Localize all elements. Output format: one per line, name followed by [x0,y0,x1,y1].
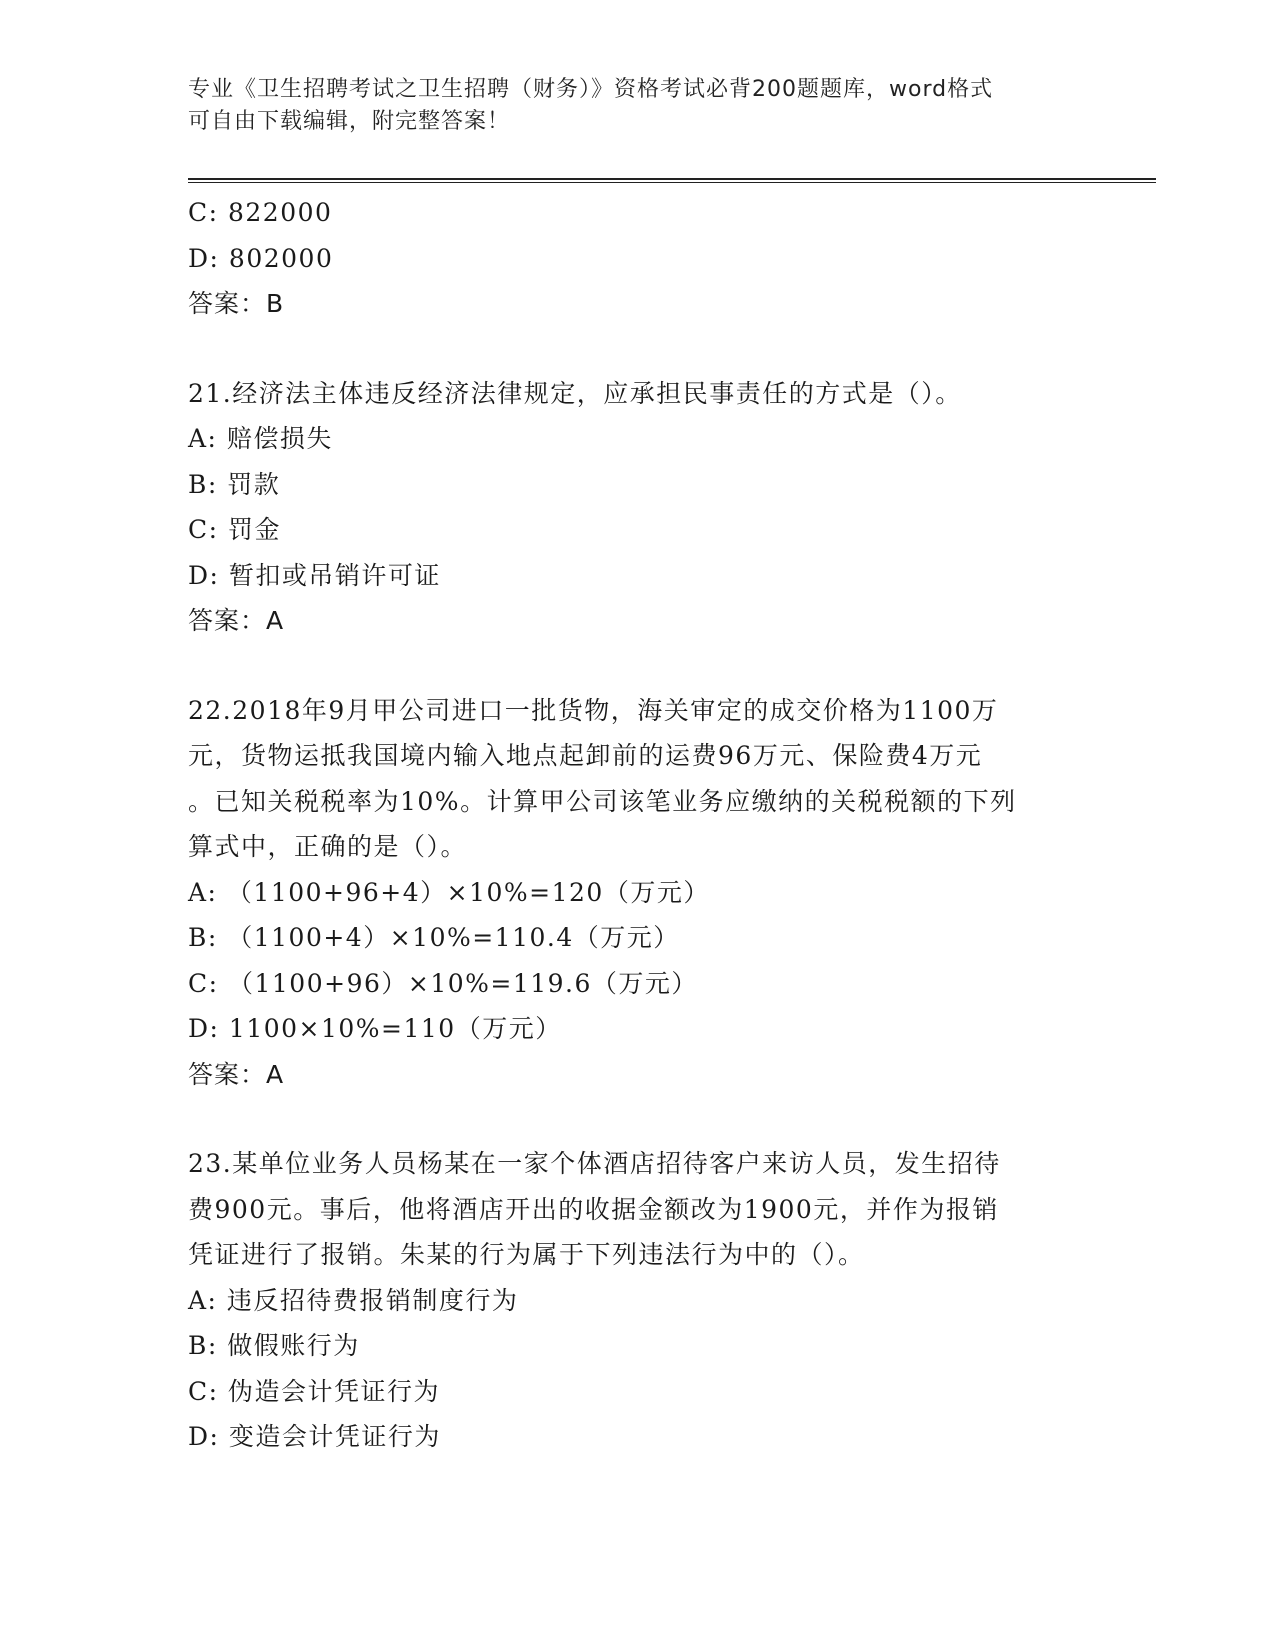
question-21 [188,371,1088,644]
option-d: D: 暂扣或吊销许可证 [188,560,441,590]
document-header [188,74,1068,138]
answer-line: 答案：A [188,1059,285,1089]
header-title-line-2: 可自由下载编辑，附完整答案！ [188,109,511,134]
question-22 [188,688,1088,1098]
option-a: A: 违反招待费报销制度行为 [188,1285,519,1315]
option-a: A: 赔偿损失 [188,424,333,453]
answer-line: 答案：A [188,606,285,635]
option-b: B: 做假账行为 [188,1331,360,1360]
spacer [188,1097,1088,1141]
question-20-continued [188,190,1088,327]
option-c: C: 822000 [188,198,333,227]
question-stem-line: 。已知关税税率为10%。计算甲公司该笔业务应缴纳的关税税额的下列 [188,786,1017,816]
option-d: D: 变造会计凭证行为 [188,1422,441,1451]
spacer [188,644,1088,688]
question-stem-line: 元，货物运抵我国境内输入地点起卸前的运费96万元、保险费4万元 [188,741,983,770]
answer-line: 答案：B [188,289,285,318]
spacer [188,327,1088,371]
option-c: C: 罚金 [188,515,281,544]
header-title-line-1: 专业《卫生招聘考试之卫生招聘（财务）》资格考试必背200题题库，word格式 [188,77,994,102]
option-c: C: （1100+96）×10%=119.6（万元） [188,968,698,998]
option-d: D: 802000 [188,243,334,273]
question-stem-line: 凭证进行了报销。朱某的行为属于下列违法行为中的（）。 [188,1240,865,1269]
option-a: A: （1100+96+4）×10%=120（万元） [188,877,710,907]
question-stem-line: 23.某单位业务人员杨某在一家个体酒店招待客户来访人员，发生招待 [188,1149,1001,1178]
option-c: C: 伪造会计凭证行为 [188,1376,440,1406]
header-divider [188,178,1156,183]
option-b: B: （1100+4）×10%=110.4（万元） [188,923,680,952]
question-stem-line: 费900元。事后，他将酒店开出的收据金额改为1900元，并作为报销 [188,1194,999,1224]
question-23 [188,1141,1088,1460]
option-b: B: 罚款 [188,469,281,499]
document-body [188,190,1088,1460]
question-stem-line: 22.2018年9月甲公司进口一批货物，海关审定的成交价格为1100万 [188,695,999,725]
question-stem-line: 算式中，正确的是（）。 [188,832,468,861]
question-stem: 21.经济法主体违反经济法律规定，应承担民事责任的方式是（）。 [188,378,962,408]
option-d: D: 1100×10%=110（万元） [188,1014,562,1043]
